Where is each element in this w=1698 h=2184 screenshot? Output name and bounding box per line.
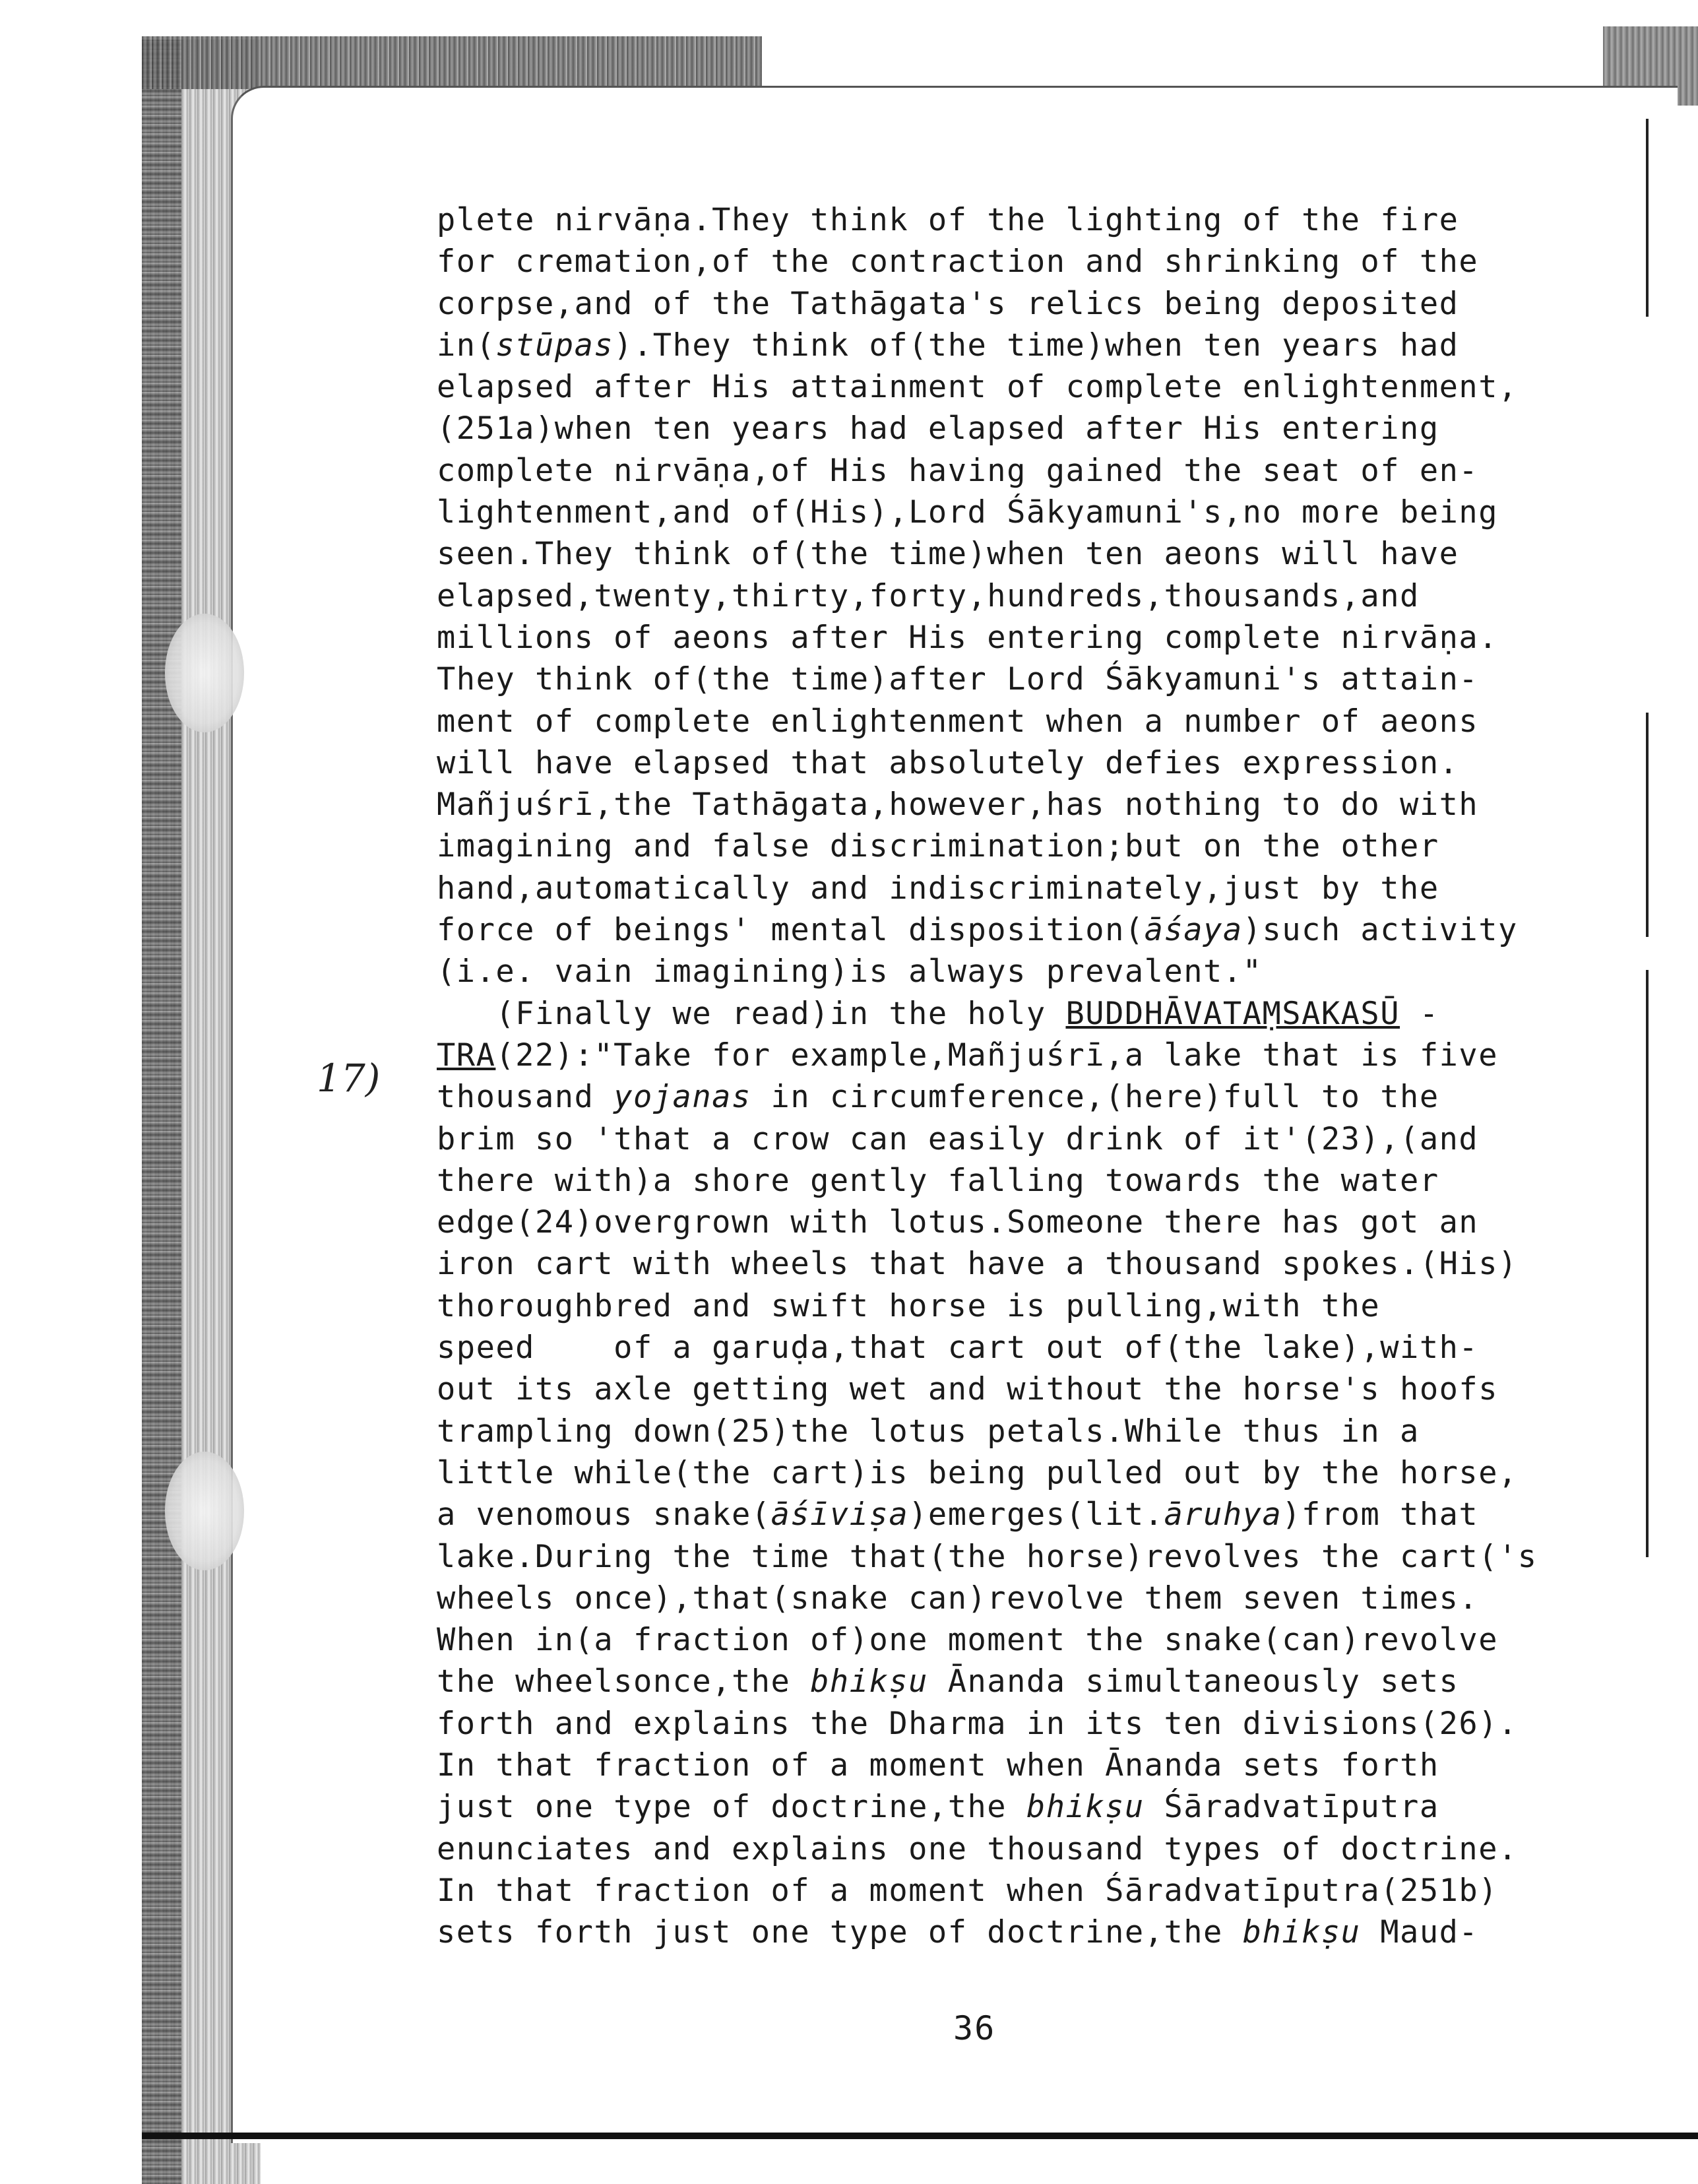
text-line: speed of a garuḍa,that cart out of(the lake),with- (437, 1330, 1479, 1366)
text-line: In that fraction of a moment when Śāradvatīputra(251b) (437, 1872, 1499, 1909)
text-line: imagining and false discrimination;but on the other (437, 828, 1439, 865)
body-text (437, 199, 1644, 1953)
sutra-title-end: TRA (437, 1037, 496, 1074)
scan-top-edge (142, 36, 762, 89)
text-line: for cremation,of the contraction and shrinking of the (437, 243, 1479, 280)
text-line: (i.e. vain imagining)is always prevalent." (437, 953, 1263, 990)
text-line: ment of complete enlightenment when a number of aeons (437, 703, 1479, 740)
text-line: lightenment,and of(His),Lord Śākyamuni's,no more being (437, 494, 1499, 531)
page-number: 36 (953, 2009, 996, 2047)
text-line: thousand yojanas in circumference,(here)full to the (437, 1079, 1439, 1116)
text-line: corpse,and of the Tathāgata's relics being deposited (437, 285, 1459, 322)
handwritten-margin-note: 17) (317, 1056, 381, 1101)
text-line: enunciates and explains one thousand types of doctrine. (437, 1830, 1518, 1867)
text-line: wheels once),that(snake can)revolve them seven times. (437, 1580, 1479, 1617)
text-line: hand,automatically and indiscriminately,just by the (437, 870, 1439, 907)
margin-bracket (1646, 970, 1649, 1339)
text-line: lake.During the time that(the horse)revolves the cart('s (437, 1538, 1538, 1575)
text-line: edge(24)overgrown with lotus.Someone there has got an (437, 1204, 1479, 1241)
scan-bottom-edge (142, 2133, 1698, 2139)
text-line: trampling down(25)the lotus petals.While thus in a (437, 1413, 1420, 1450)
text-line: just one type of doctrine,the bhikṣu Śāradvatīputra (437, 1789, 1439, 1826)
text-line: sets forth just one type of doctrine,the bhikṣu Maud- (437, 1914, 1479, 1951)
text-line: elapsed after His attainment of complete enlightenment, (437, 369, 1518, 406)
margin-bracket (1646, 713, 1649, 937)
text-line: millions of aeons after His entering complete nirvāṇa. (437, 619, 1499, 656)
text-line: (Finally we read)in the holy BUDDHĀVATAṂSAKASŪ - (437, 995, 1439, 1032)
text-line: brim so 'that a crow can easily drink of it'(23),(and (437, 1120, 1479, 1157)
text-line: out its axle getting wet and without the horse's hoofs (437, 1371, 1499, 1408)
text-line: complete nirvāṇa,of His having gained the seat of en- (437, 452, 1479, 489)
text-line: the wheelsonce,the bhikṣu Ānanda simultaneously sets (437, 1663, 1459, 1700)
text-line: elapsed,twenty,thirty,forty,hundreds,thousands,and (437, 577, 1420, 614)
margin-bracket (1646, 119, 1649, 317)
text-line: TRA(22):"Take for example,Mañjuśrī,a lake that is five (437, 1037, 1499, 1074)
text-line: plete nirvāṇa.They think of the lighting of the fire (437, 202, 1459, 238)
text-line: (251a)when ten years had elapsed after His entering (437, 410, 1439, 447)
binder-ring-hole (165, 614, 244, 732)
binder-ring-hole (165, 1452, 244, 1570)
text-line: When in(a fraction of)one moment the snake(can)revolve (437, 1622, 1499, 1659)
binder-shadow (142, 40, 181, 2184)
text-line: seen.They think of(the time)when ten aeons will have (437, 536, 1459, 573)
text-line: little while(the cart)is being pulled out by the horse, (437, 1454, 1518, 1491)
text-line: in(stūpas).They think of(the time)when ten years had (437, 327, 1459, 364)
text-line: forth and explains the Dharma in its ten divisions(26). (437, 1705, 1518, 1742)
margin-bracket (1646, 1339, 1649, 1557)
text-line: In that fraction of a moment when Ānanda sets forth (437, 1747, 1439, 1783)
text-line: there with)a shore gently falling towards the water (437, 1162, 1439, 1199)
text-line: thoroughbred and swift horse is pulling,with the (437, 1287, 1381, 1324)
text-line: a venomous snake(āśīviṣa)emerges(lit.āruhya)from that (437, 1496, 1479, 1533)
text-line: iron cart with wheels that have a thousand spokes.(His) (437, 1246, 1518, 1283)
text-line: force of beings' mental disposition(āśaya)such activity (437, 912, 1518, 949)
text-line: They think of(the time)after Lord Śākyamuni's attain- (437, 661, 1479, 698)
text-line: will have elapsed that absolutely defies expression. (437, 744, 1459, 781)
text-line: Mañjuśrī,the Tathāgata,however,has nothing to do with (437, 787, 1479, 823)
sutra-title: BUDDHĀVATAṂSAKASŪ (1065, 995, 1400, 1032)
